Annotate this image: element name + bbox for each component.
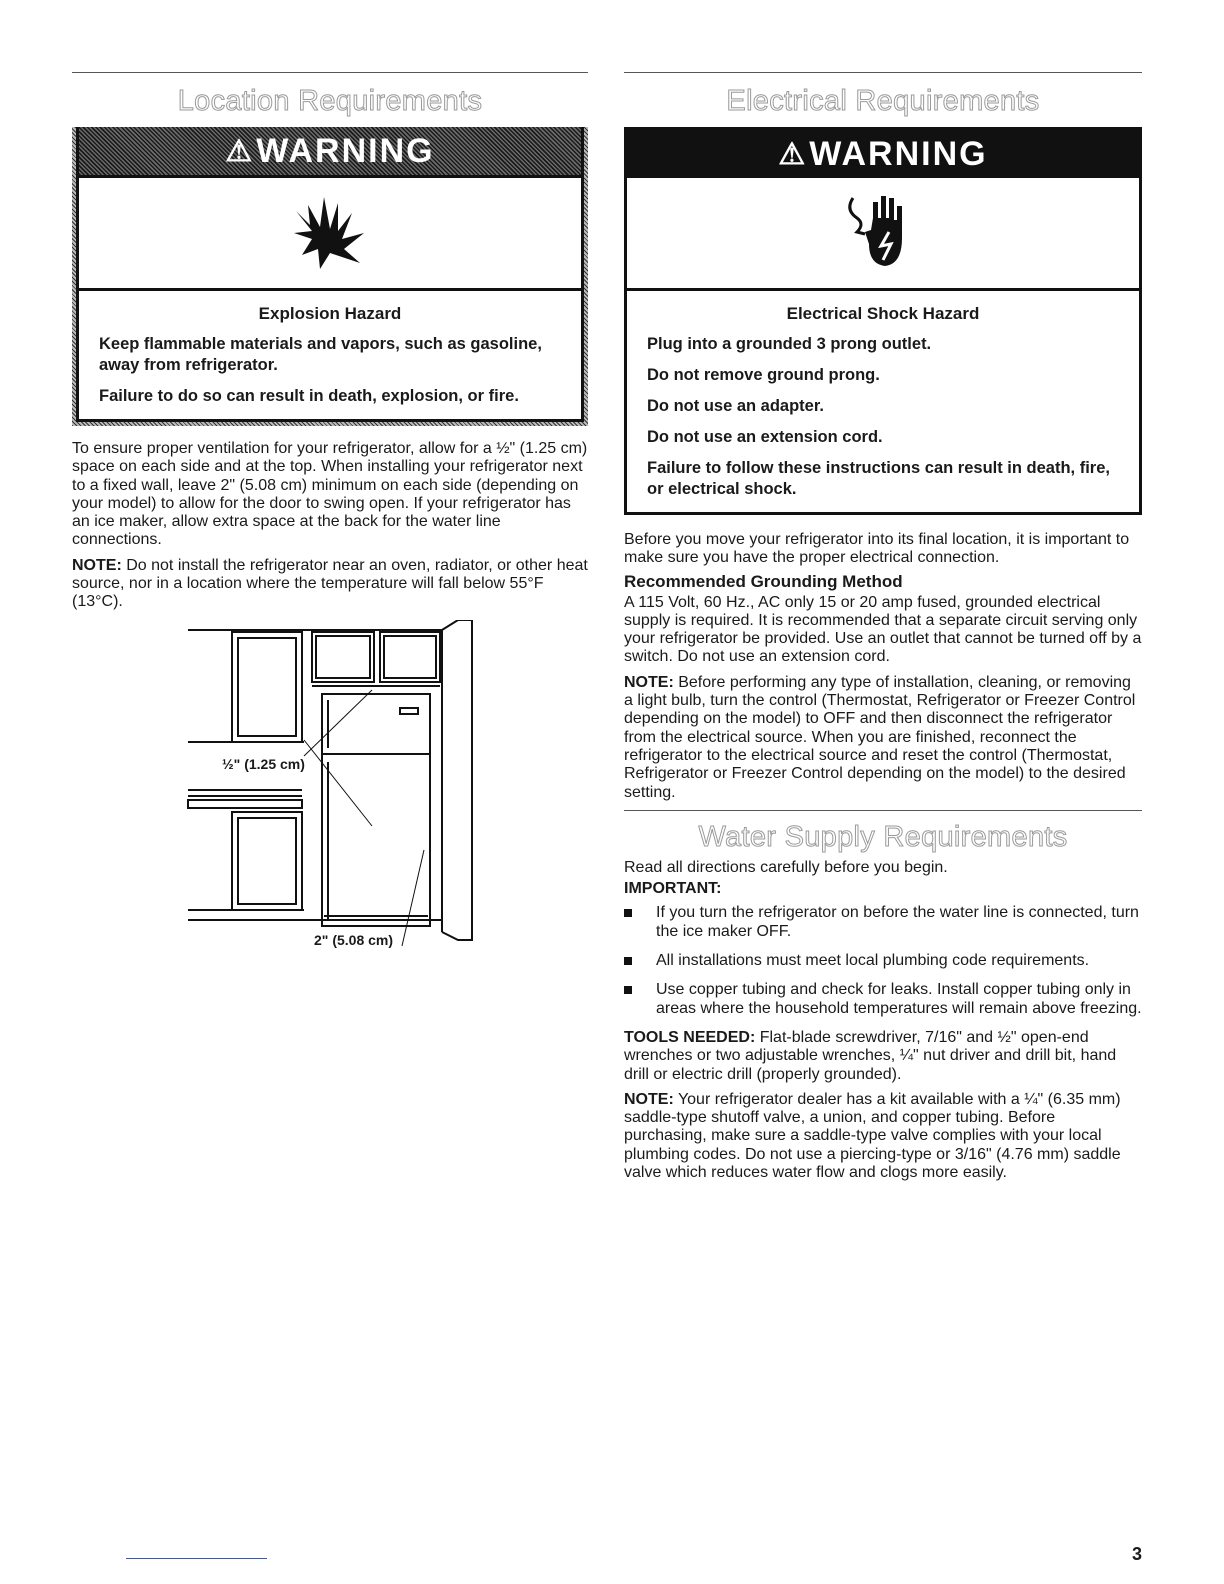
warning-triangle-icon: ⚠ [225, 134, 255, 168]
warning-line: Plug into a grounded 3 prong outlet. [647, 335, 932, 353]
electric-shock-icon [843, 188, 923, 278]
location-note [72, 557, 588, 612]
electrical-note [624, 674, 1142, 802]
list-item: Use copper tubing and check for leaks. Install copper tubing only in areas where the household temperatures will remain above freezing. [624, 981, 1142, 1018]
explosion-warning-frame [72, 127, 588, 426]
ventilation-paragraph: To ensure proper ventilation for your refrigerator, allow for a ½" (1.25 cm) space on each side and at the top. When installing your refrigerator next to a fixed wall, leave 2" (5.08 cm) minimum on each side (depending on your model) to allow for the door to swing open. If your refrigerator has an ice maker, allow extra space at the back for the water line connections. [72, 440, 588, 549]
grounding-method-heading: Recommended Grounding Method [624, 571, 903, 591]
hazard-title: Electrical Shock Hazard [786, 304, 980, 323]
bullet-square-icon [624, 909, 632, 917]
right-column [624, 72, 1142, 1189]
warning-line: Failure to do so can result in death, explosion, or fire. [99, 387, 519, 405]
electrical-requirements-title: Electrical Requirements [726, 85, 1040, 117]
bullet-square-icon [624, 957, 632, 965]
explosion-warning-box [76, 127, 584, 422]
warning-line: Do not remove ground prong. [647, 366, 880, 384]
warning-header [627, 130, 1139, 178]
note-text: Before performing any type of installation, cleaning, or removing a light bulb, turn the control (Thermostat, Refrigerator or Freezer Control depending on the model) to OFF and then disconnect the refrigerator from the electrical source. When you are finished, reconnect the refrigerator to the electrical source and reset the control (Thermostat, Refrigerator or Freezer Control depending on the model) to the desired setting. [624, 673, 1136, 801]
note-label: NOTE: [72, 556, 122, 574]
note-label: NOTE: [624, 673, 674, 691]
explosion-warning-text [79, 291, 581, 419]
warning-line: Keep flammable materials and vapors, such as gasoline, away from refrigerator. [99, 335, 542, 374]
water-intro: Read all directions carefully before you begin. [624, 858, 948, 876]
warning-line: Do not use an adapter. [647, 397, 824, 415]
tools-label: TOOLS NEEDED: [624, 1028, 756, 1046]
divider [72, 72, 588, 73]
door-clearance-label: 2" (5.08 cm) [314, 931, 394, 948]
warning-header [79, 127, 581, 175]
footer-link-line [126, 1558, 267, 1559]
note-text: Your refrigerator dealer has a kit available with a ¼" (6.35 mm) saddle-type shutoff valve, a union, and copper tubing. Before purchasing, make sure a saddle-type valve complies with your local plumbing codes. Do not use a piercing-type or 3/16" (4.76 mm) saddle valve which reduces water flow and clogs more easily. [624, 1090, 1121, 1182]
list-item: If you turn the refrigerator on before the water line is connected, turn the ice maker OFF. [624, 904, 1142, 941]
bullet-square-icon [624, 986, 632, 994]
clearance-diagram [72, 620, 588, 960]
tools-needed [624, 1029, 1142, 1084]
warning-line: Do not use an extension cord. [647, 428, 883, 446]
left-column [72, 72, 588, 960]
important-label: IMPORTANT: [624, 880, 722, 898]
water-supply-title: Water Supply Requirements [698, 820, 1068, 853]
electrical-warning-box [624, 127, 1142, 515]
explosion-icon-area [79, 175, 581, 291]
shock-icon-area [627, 178, 1139, 291]
electrical-warning-text [627, 291, 1139, 512]
water-note [624, 1091, 1142, 1182]
water-bullets [624, 904, 1142, 1017]
grounding-paragraph: A 115 Volt, 60 Hz., AC only 15 or 20 amp fused, grounded electrical supply is required. It is recommended that a separate circuit serving only your refrigerator be provided. Use an outlet that cannot be turned off by a switch. Do not use an extension cord. [624, 593, 1142, 666]
warning-triangle-icon: ⚠ [778, 137, 808, 171]
location-requirements-title: Location Requirements [177, 85, 483, 117]
warning-line: Failure to follow these instructions can result in death, fire, or electrical shock. [647, 459, 1110, 498]
divider [624, 72, 1142, 73]
list-item: All installations must meet local plumbing code requirements. [624, 952, 1142, 970]
tools-text: Flat-blade screwdriver, 7/16" and ½" open-end wrenches or two adjustable wrenches, ¼" nut driver and drill bit, hand drill or electric drill (properly grounded). [624, 1028, 1117, 1083]
explosion-icon [290, 193, 370, 273]
divider [624, 810, 1142, 811]
warning-label: WARNING [256, 131, 435, 170]
electrical-intro: Before you move your refrigerator into its final location, it is important to make sure you have the proper electrical connection. [624, 531, 1130, 567]
page-number: 3 [1131, 1544, 1142, 1564]
note-label: NOTE: [624, 1090, 674, 1108]
warning-label: WARNING [809, 134, 988, 173]
hazard-title: Explosion Hazard [258, 304, 402, 323]
refrigerator-clearance-illustration [72, 620, 588, 960]
side-clearance-label: ½" (1.25 cm) [222, 755, 305, 772]
note-text: Do not install the refrigerator near an oven, radiator, or other heat source, nor in a location where the temperature will fall below 55°F (13°C). [72, 556, 588, 611]
